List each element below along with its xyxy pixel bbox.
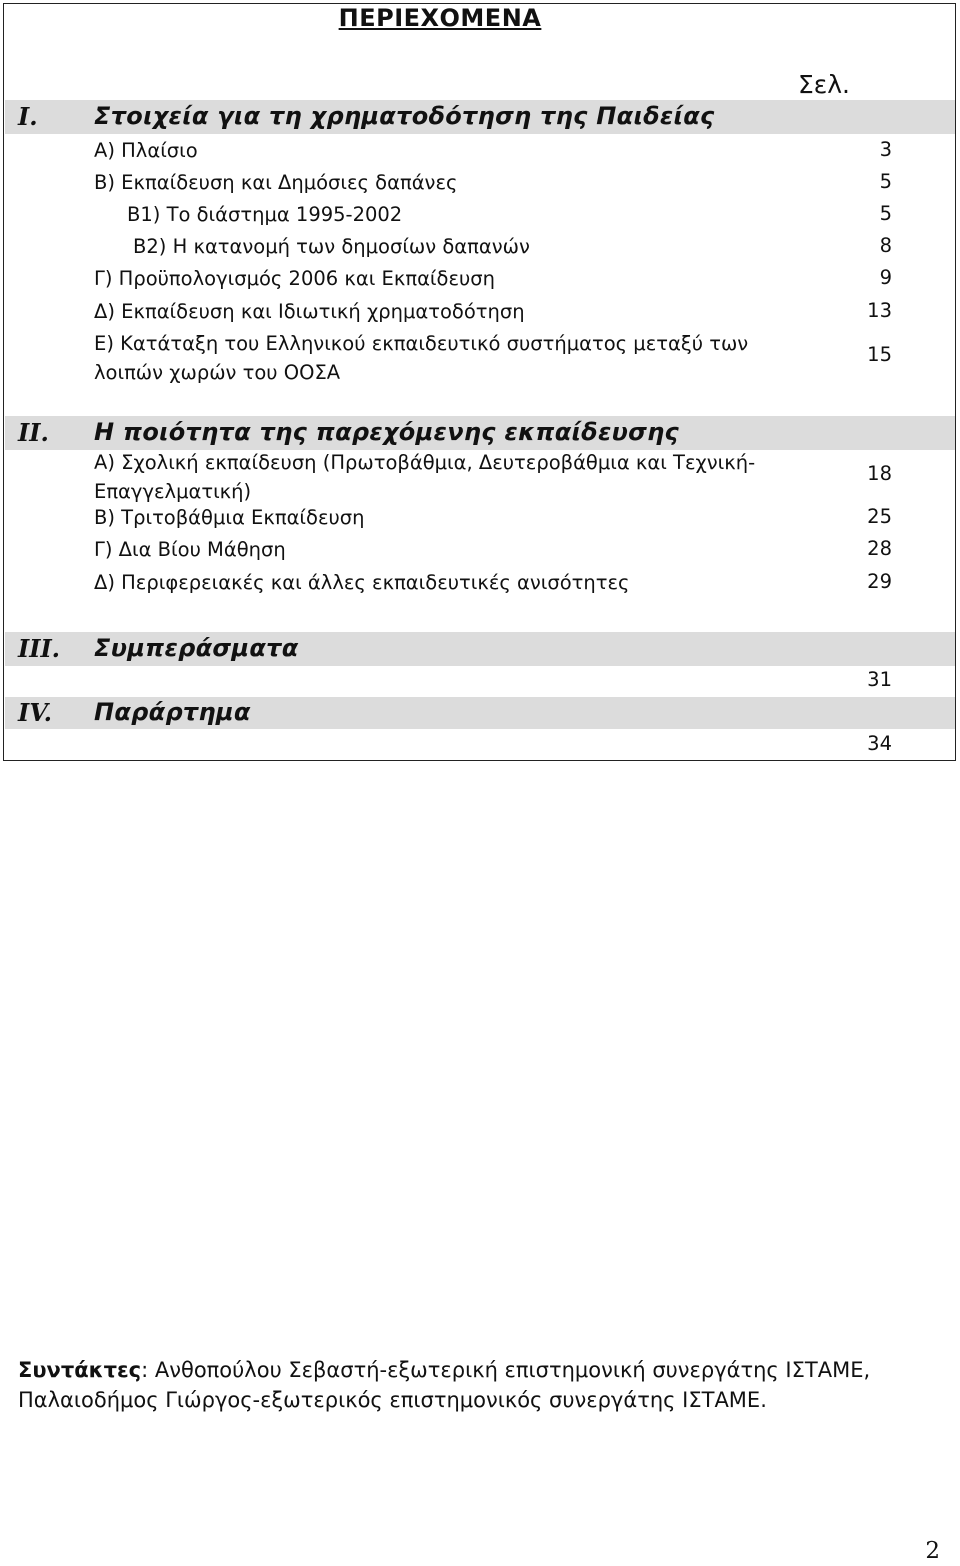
toc-entry: Γ) Δια Βίου Μάθηση	[94, 538, 286, 561]
section-title: Συμπεράσματα	[94, 634, 299, 662]
toc-page-number: 29	[867, 570, 892, 593]
toc-page-number: 15	[867, 343, 892, 366]
authors-text: : Ανθοπούλου Σεβαστή-εξωτερική επιστημονική συνεργάτης ΙΣΤΑΜΕ, Παλαιοδήμος Γιώργος-εξωτερικός επιστημονικός συνεργάτης ΙΣΤΑΜΕ.	[18, 1358, 871, 1412]
toc-page-number: 5	[879, 170, 892, 193]
toc-page-number: 8	[879, 234, 892, 257]
toc-entry: Δ) Περιφερειακές και άλλες εκπαιδευτικές ανισότητες	[94, 571, 630, 594]
toc-page-number: 13	[867, 299, 892, 322]
toc-entry: Α) Πλαίσιο	[94, 139, 198, 162]
toc-entry: Γ) Προϋπολογισμός 2006 και Εκπαίδευση	[94, 267, 495, 290]
page-column-header: Σελ.	[797, 70, 850, 99]
toc-page-number: 28	[867, 537, 892, 560]
toc-page-number: 9	[879, 266, 892, 289]
section-numeral: III.	[18, 634, 61, 663]
section-numeral: II.	[18, 418, 49, 447]
toc-page-number: 31	[867, 668, 892, 691]
section-numeral: I.	[18, 102, 38, 131]
page-number: 2	[925, 1538, 940, 1564]
page-title: ΠΕΡΙΕΧΟΜΕΝΑ	[338, 4, 542, 32]
authors-note	[18, 1355, 948, 1415]
toc-entry: Ε) Κατάταξη του Ελληνικού εκπαιδευτικό συστήματος μεταξύ των λοιπών χωρών του ΟΟΣΑ	[94, 332, 749, 384]
toc-entry: Β) Τριτοβάθμια Εκπαίδευση	[94, 506, 365, 529]
authors-label: Συντάκτες	[18, 1358, 142, 1382]
section-title: Η ποιότητα της παρεχόμενης εκπαίδευσης	[94, 418, 680, 446]
toc-page-number: 25	[867, 505, 892, 528]
toc-subentry: Β1) Το διάστημα 1995-2002	[127, 203, 403, 226]
toc-page-number: 3	[879, 138, 892, 161]
toc-page-number: 5	[879, 202, 892, 225]
section-title: Στοιχεία για τη χρηματοδότηση της Παιδείας	[94, 102, 715, 130]
toc-page-number: 34	[867, 732, 892, 755]
toc-entry: Δ) Εκπαίδευση και Ιδιωτική χρηματοδότηση	[94, 300, 525, 323]
toc-subentry: Β2) Η κατανομή των δημοσίων δαπανών	[133, 235, 530, 258]
toc-entry: Α) Σχολική εκπαίδευση (Πρωτοβάθμια, Δευτεροβάθμια και Τεχνική-Επαγγελματική)	[94, 451, 756, 503]
toc-page-number: 18	[867, 462, 892, 485]
toc-entry: Β) Εκπαίδευση και Δημόσιες δαπάνες	[94, 171, 458, 194]
section-title: Παράρτημα	[94, 698, 251, 726]
section-numeral: IV.	[18, 698, 53, 727]
